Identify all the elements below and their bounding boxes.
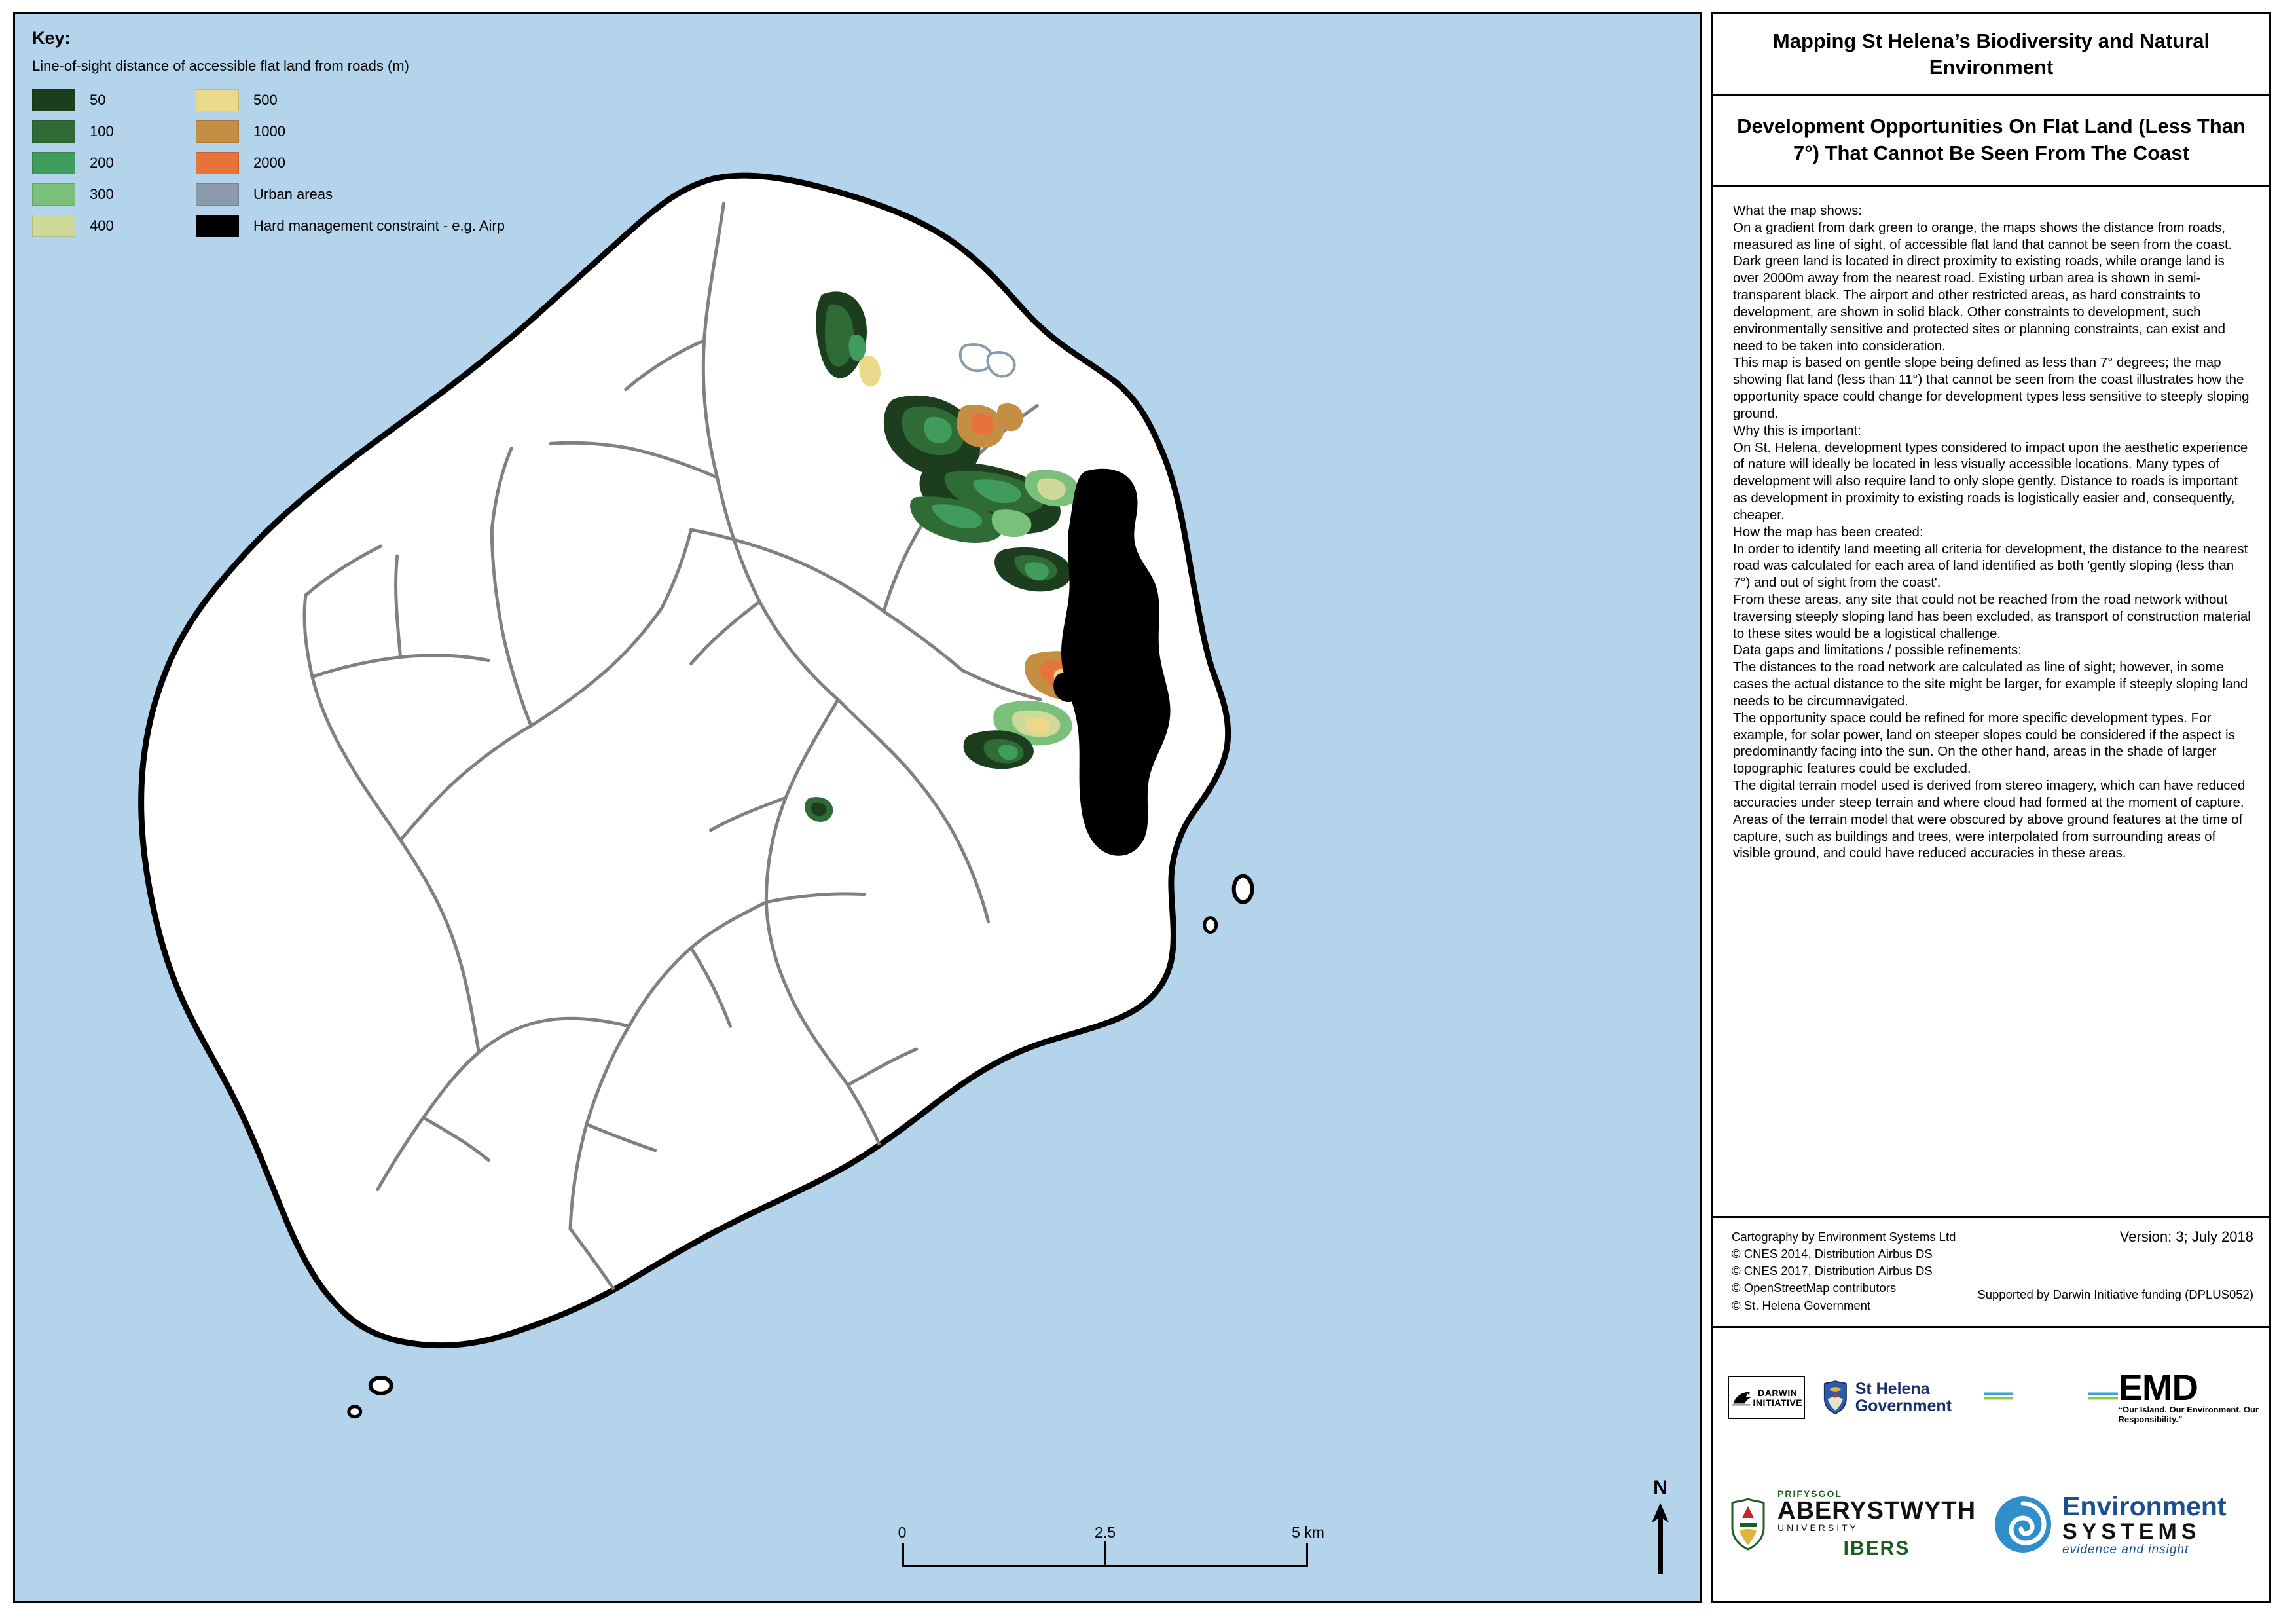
key-label-400: 400 (90, 217, 114, 234)
key-swatch-200 (32, 152, 75, 174)
scale-tick-label-0: 0 (898, 1524, 907, 1541)
map-subtitle-box (1711, 96, 2271, 187)
map-description-box (1711, 187, 2271, 1218)
environment-systems-logo (1993, 1493, 2227, 1556)
key-item (32, 215, 196, 237)
emd-wordmark: EMD (2118, 1367, 2198, 1409)
key-item (32, 152, 196, 174)
aberystwyth-university-logo (1728, 1489, 1976, 1560)
credit-line: © CNES 2014, Distribution Airbus DS (1732, 1246, 1933, 1261)
key-swatch-hard-constraint (196, 215, 239, 237)
key-label-300: 300 (90, 186, 114, 202)
scale-tick-label-mid: 2.5 (1095, 1524, 1116, 1541)
credits-list (1732, 1228, 1956, 1314)
key-swatch-500 (196, 89, 239, 111)
key-swatch-400 (32, 215, 75, 237)
north-arrow-icon (1637, 1503, 1683, 1575)
key-item (196, 152, 505, 174)
st-helena-government-logo (1822, 1369, 1967, 1426)
emd-bars-icon (1984, 1388, 2118, 1407)
north-arrow-group (1637, 1477, 1683, 1575)
key-item (196, 183, 505, 206)
funding-label: Supported by Darwin Initiative funding (DPLUS052) (1977, 1287, 2253, 1301)
key-item (32, 120, 196, 143)
desc-paragraph: On a gradient from dark green to orange, the maps shows the distance from roads, measured as line of sight, of accessible flat land that cannot be seen from the coast. Dark green land is located in direct proximity to existing roads, while orange land is over 2000m away from the nearest road. Existing urban area is shown in semi-transparent black. The airport and other restricted areas, as hard constraints to development, are shown in solid black. Other constraints to development, such environmentally sensitive and protected sites or planning constraints, can exist and need to be taken into consideration. (1733, 219, 2232, 354)
map-subtitle: Development Opportunities On Flat Land (Less Than 7°) That Cannot Be Seen From The Coast (1737, 115, 2246, 164)
map-title: Mapping St Helena’s Biodiversity and Natural Environment (1772, 29, 2210, 79)
key-item (196, 89, 505, 111)
key-item (196, 215, 505, 237)
desc-paragraph: This map is based on gentle slope being defined as less than 7° degrees; the map showing flat land (less than 11°) that cannot be seen from the coast illustrates how the opportunity space could change for development types less sensitive to steeply sloping ground. (1733, 355, 2250, 421)
version-label: Version: 3; July 2018 (2119, 1228, 2253, 1245)
key-label-500: 500 (253, 92, 278, 108)
map-key (15, 14, 617, 257)
logo-row-bottom (1728, 1489, 2255, 1560)
logos-box (1711, 1328, 2271, 1603)
desc-heading-how: How the map has been created: (1733, 524, 1923, 540)
version-and-funding (1977, 1228, 2253, 1302)
desc-paragraph: On St. Helena, development types considered to impact upon the aesthetic experience of nature will ideally be located in less visually accessible locations. Many types of development will also require land to only slope gently. Distance to roads is important as development in proximity to existing roads is logistically easier and, consequently, cheaper. (1733, 439, 2248, 523)
map-panel (13, 12, 1702, 1603)
desc-heading-why: Why this is important: (1733, 422, 1861, 438)
aberystwyth-wordmark: ABERYSTWYTH (1777, 1497, 1977, 1525)
key-label-urban: Urban areas (253, 186, 333, 202)
desc-heading-gaps: Data gaps and limitations / possible refinements: (1733, 642, 2022, 658)
key-column-distances (32, 89, 196, 237)
logo-row-top (1728, 1367, 2259, 1426)
credits-box (1711, 1218, 2271, 1328)
aberystwyth-sub-text: UNIVERSITY (1777, 1522, 1859, 1534)
key-label-1000: 1000 (253, 123, 285, 139)
key-item (196, 120, 505, 143)
scale-bar (898, 1524, 1324, 1567)
swirl-icon (1993, 1494, 2053, 1555)
key-label-50: 50 (90, 92, 106, 108)
key-swatch-300 (32, 183, 75, 206)
key-swatch-50 (32, 89, 75, 111)
key-column-classes (196, 89, 505, 237)
environment-systems-line1: Environment (2062, 1491, 2227, 1522)
credit-line: © OpenStreetMap contributors (1732, 1281, 1897, 1295)
credit-line: © CNES 2017, Distribution Airbus DS (1732, 1264, 1933, 1278)
desc-heading-what: What the map shows: (1733, 202, 1863, 218)
info-panel (1711, 12, 2271, 1603)
desc-paragraph: In order to identify land meeting all criteria for development, the distance to the nearest road was calculated for each area of land identified as both 'gently sloping (less than 7°) and out of sight from the coast'. (1733, 541, 2248, 591)
key-item (32, 89, 196, 111)
environment-systems-tagline: evidence and insight (2062, 1542, 2189, 1557)
key-title: Key: (32, 28, 71, 48)
key-swatch-1000 (196, 120, 239, 143)
desc-paragraph: The distances to the road network are calculated as line of sight; however, in some cases the actual distance to the site might be larger, for example if steeply sloping land needs to be circumnavigated. (1733, 659, 2248, 709)
aberystwyth-pre-text: PRIFYSGOL (1777, 1488, 1842, 1500)
scale-bar-line (902, 1543, 1308, 1567)
aberystwyth-crest-icon (1728, 1497, 1768, 1552)
credit-line: Cartography by Environment Systems Ltd (1732, 1229, 1956, 1244)
scale-tick-mid (1104, 1541, 1106, 1565)
key-label-2000: 2000 (253, 155, 285, 171)
north-label: N (1653, 1477, 1667, 1498)
scale-tick-label-max: 5 km (1292, 1524, 1324, 1541)
credit-line: © St. Helena Government (1732, 1298, 1871, 1312)
desc-paragraph: From these areas, any site that could not be reached from the road network without traversing steeply sloping land has been excluded, as transport of construction material to these sites would be a logistical challenge. (1733, 591, 2251, 641)
darwin-logo-text: DARWIN INITIATIVE (1753, 1388, 1803, 1408)
key-swatch-2000 (196, 152, 239, 174)
bird-icon (1730, 1380, 1753, 1416)
emd-logo (1984, 1367, 2259, 1425)
map-title-box (1711, 12, 2271, 96)
st-helena-logo-text: St Helena Government (1855, 1379, 1952, 1415)
key-swatch-100 (32, 120, 75, 143)
key-label-200: 200 (90, 155, 114, 171)
desc-paragraph: The opportunity space could be refined for more specific development types. For example, for solar power, land on steeper slopes could be considered if the aspect is predominantly facing into the sun. On the other hand, areas in the shade of larger topographic features could be excluded. (1733, 710, 2235, 777)
emd-tagline: “Our Island. Our Environment. Our Responsibility.” (2118, 1405, 2259, 1425)
desc-paragraph: The digital terrain model used is derived from stereo imagery, which can have reduced accuracies under steep terrain and where cloud had formed at the moment of capture. Areas of the terrain model that were obscured by above ground features at the time of capture, such as buildings and trees, were interpolated from surrounding areas of visible ground, and could have reduced accuracies in these areas. (1733, 778, 2246, 861)
key-label-hard-constraint: Hard management constraint - e.g. Airp (253, 217, 505, 234)
key-label-100: 100 (90, 123, 114, 139)
key-item (32, 183, 196, 206)
key-swatch-urban (196, 183, 239, 206)
coat-of-arms-icon (1822, 1369, 1849, 1426)
ibers-wordmark: IBERS (1843, 1538, 1910, 1560)
environment-systems-line2: SYSTEMS (2062, 1519, 2201, 1545)
darwin-initiative-logo (1728, 1376, 1805, 1419)
key-subtitle: Line-of-sight distance of accessible flat land from roads (m) (32, 58, 409, 74)
